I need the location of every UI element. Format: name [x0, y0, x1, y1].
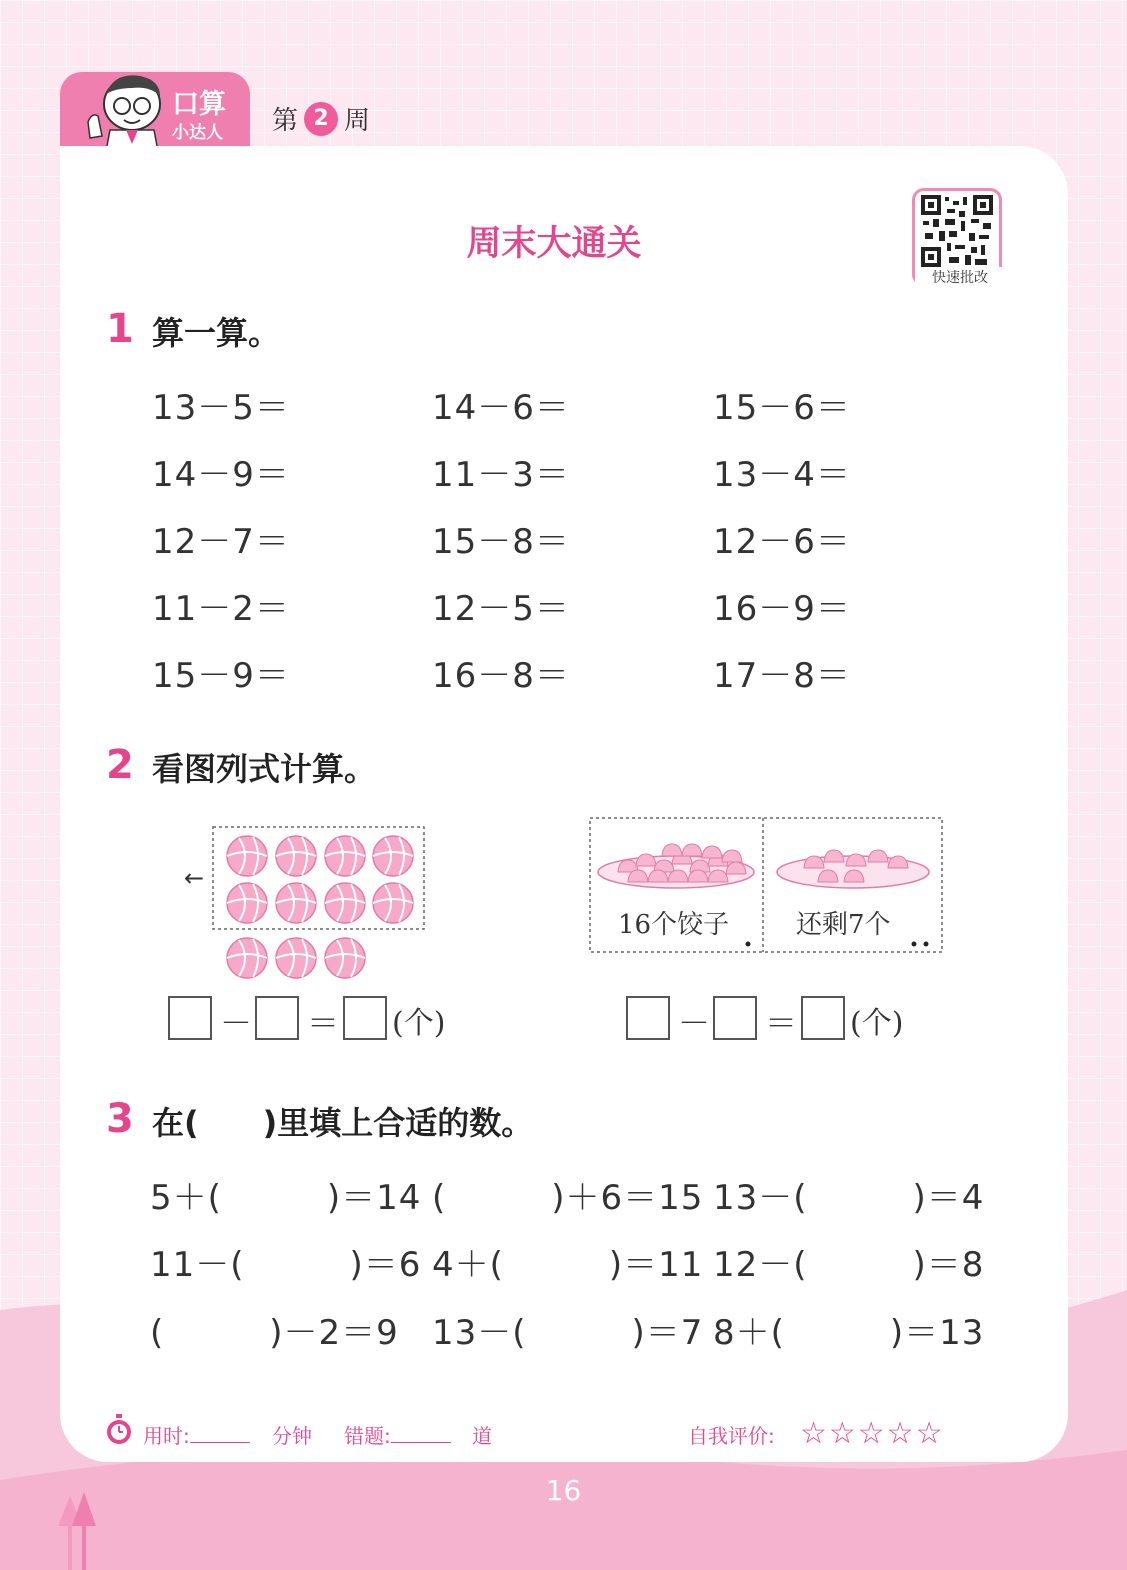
fill-r3-c3: 8＋( )＝13	[713, 1313, 985, 1353]
calc-r3-c2: 15－8＝	[432, 522, 570, 562]
calc-r5-c3: 17－8＝	[713, 656, 851, 696]
stopwatch-icon	[104, 1414, 134, 1446]
equals-sign: ＝	[307, 1004, 340, 1042]
dao-label: 道	[472, 1424, 492, 1448]
calc-r2-c1: 14－9＝	[152, 455, 290, 495]
calc-r4-c2: 12－5＝	[432, 589, 570, 629]
fill-r1-c2: ( )＋6＝15	[432, 1178, 704, 1218]
week-suffix: 周	[344, 106, 371, 136]
errors-label-text: 错题:	[344, 1424, 391, 1448]
calc-r3-c3: 12－6＝	[713, 522, 851, 562]
calc-r5-c1: 15－9＝	[152, 656, 290, 696]
week-prefix: 第	[272, 106, 299, 136]
calc-r4-c1: 11－2＝	[152, 589, 290, 629]
fill-r3-c2: 13－( )＝7	[432, 1313, 704, 1353]
calc-r2-c3: 13－4＝	[713, 455, 851, 495]
answer-box-5[interactable]	[713, 996, 757, 1040]
answer-box-2[interactable]	[255, 996, 299, 1040]
errors-label	[344, 1420, 451, 1449]
fill-r2-c2: 4＋( )＝11	[432, 1245, 704, 1285]
section-3-number: 3	[106, 1096, 134, 1142]
time-blank[interactable]	[190, 1424, 250, 1443]
minus-sign: －	[678, 1004, 711, 1042]
self-eval-label: 自我评价:	[688, 1424, 775, 1448]
calc-r2-c2: 11－3＝	[432, 455, 570, 495]
section-2-number: 2	[106, 742, 134, 788]
answer-box-3[interactable]	[343, 996, 387, 1040]
arrow-decoration-icon	[56, 1492, 100, 1570]
calc-r1-c1: 13－5＝	[152, 388, 290, 428]
fill-r1-c3: 13－( )＝4	[713, 1178, 985, 1218]
minutes-label: 分钟	[272, 1424, 312, 1448]
time-label	[143, 1420, 250, 1449]
answer-box-1[interactable]	[168, 996, 212, 1040]
calc-r5-c2: 16－8＝	[432, 656, 570, 696]
fill-r2-c3: 12－( )＝8	[713, 1245, 985, 1285]
brand-subtitle: 小达人	[172, 123, 223, 143]
section-1-number: 1	[106, 306, 134, 352]
dumplings-total-label: 16个饺子	[618, 910, 730, 940]
section-3-title: 在( )里填上合适的数。	[152, 1104, 534, 1142]
calc-r1-c3: 15－6＝	[713, 388, 851, 428]
time-label-text: 用时:	[143, 1424, 190, 1448]
balls-illustration	[180, 822, 430, 982]
fill-r1-c1: 5＋( )＝14	[150, 1178, 422, 1218]
equals-sign: ＝	[765, 1004, 798, 1042]
section-2-title: 看图列式计算。	[152, 750, 377, 788]
fill-r2-c1: 11－( )＝6	[150, 1245, 422, 1285]
calc-r3-c1: 12－7＝	[152, 522, 290, 562]
calc-r1-c2: 14－6＝	[432, 388, 570, 428]
fill-r3-c1: ( )－2＝9	[150, 1313, 399, 1353]
unit-label: (个)	[850, 1006, 904, 1041]
page-number: 16	[545, 1474, 582, 1507]
dumplings-left-label: 还剩7个	[796, 910, 891, 940]
week-indicator	[272, 100, 370, 137]
errors-blank[interactable]	[391, 1424, 451, 1443]
brand-title: 口算	[172, 89, 226, 120]
rating-stars[interactable]: ☆☆☆☆☆	[800, 1416, 945, 1451]
qr-code-icon	[921, 195, 993, 267]
answer-box-6[interactable]	[801, 996, 845, 1040]
answer-box-4[interactable]	[626, 996, 670, 1040]
qr-code[interactable]	[912, 188, 1002, 286]
qr-label: 快速批改	[915, 267, 1005, 287]
svg-text:←: ←	[184, 864, 205, 892]
page-title: 周末大通关	[466, 224, 642, 264]
unit-label: (个)	[392, 1006, 446, 1041]
week-number: 2	[304, 102, 338, 136]
calc-r4-c3: 16－9＝	[713, 589, 851, 629]
section-1-title: 算一算。	[152, 314, 281, 352]
minus-sign: －	[220, 1004, 253, 1042]
